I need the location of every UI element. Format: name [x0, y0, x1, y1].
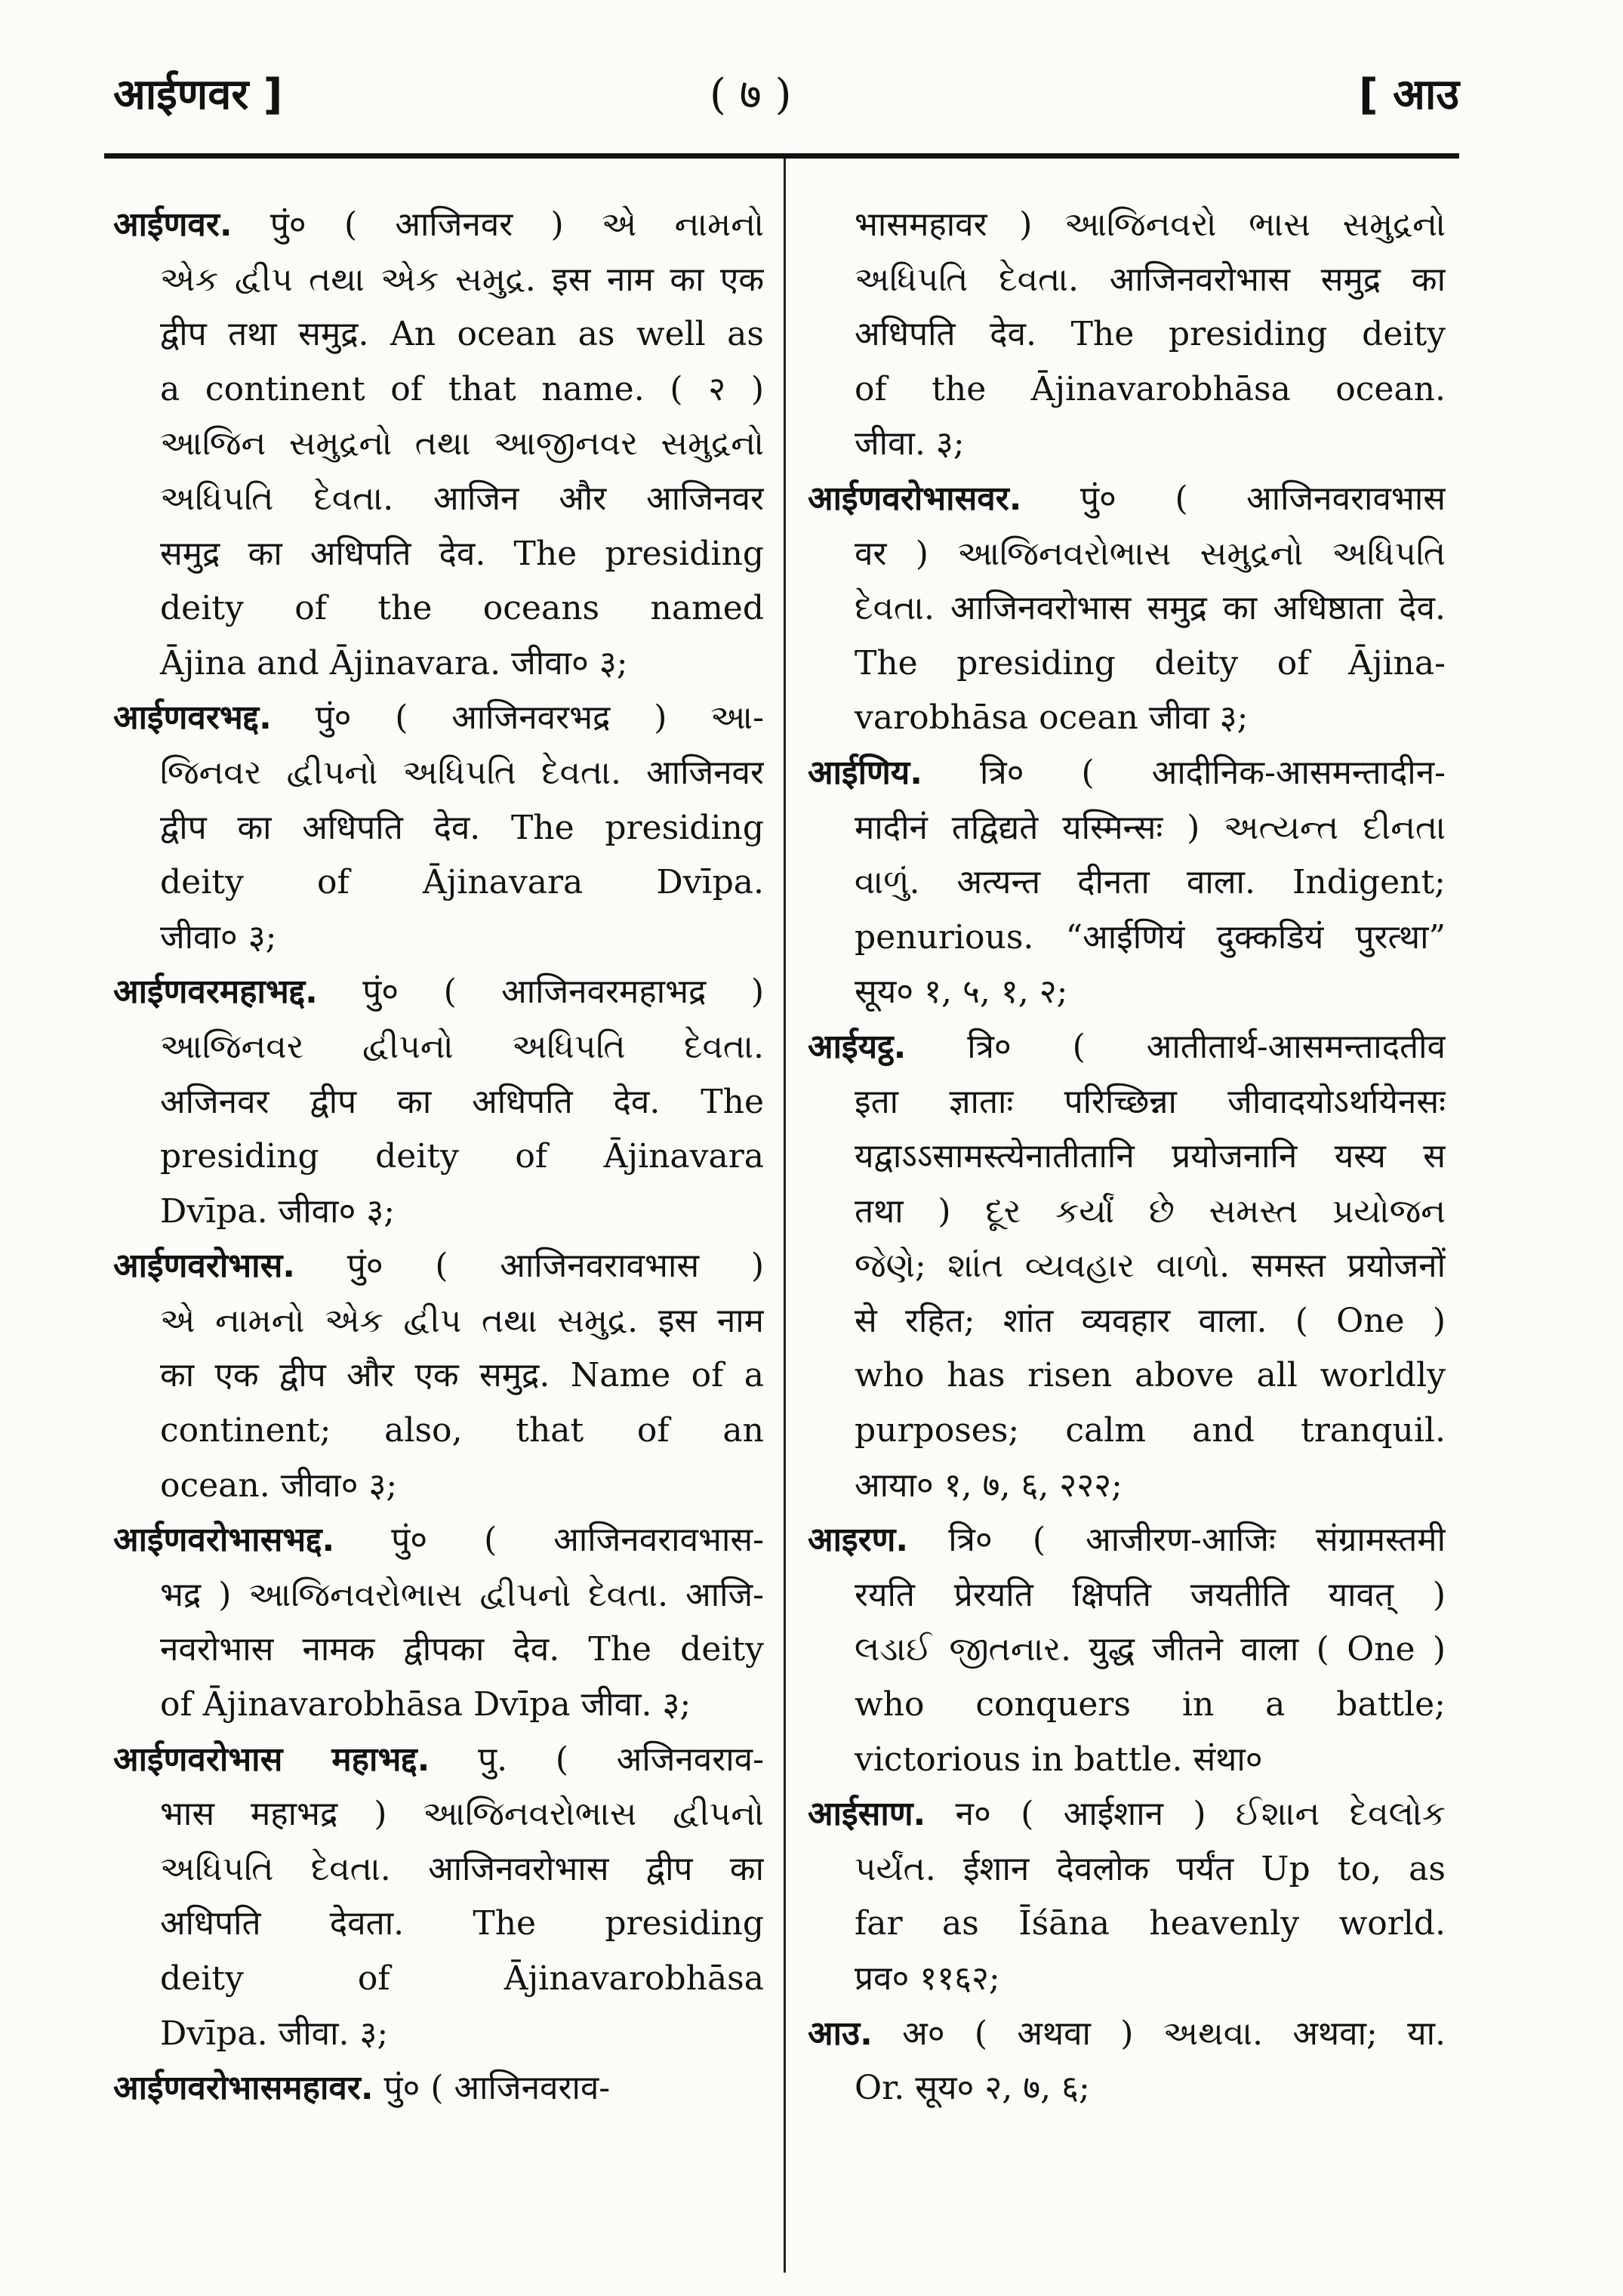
- headword: आईणवर.: [113, 205, 233, 244]
- dictionary-entry: [113, 965, 764, 1239]
- entry-line: deity of Ājinavara Dvīpa.: [160, 863, 764, 902]
- headword: आउ.: [808, 2014, 873, 2053]
- entry-first-line: [808, 746, 1446, 801]
- entry-line: जीवा. ३;: [855, 424, 965, 464]
- dictionary-entry: [113, 1513, 764, 1732]
- entry-first-line: [808, 472, 1446, 527]
- entry-line: deity of Ājinavarobhāsa: [160, 1959, 764, 1998]
- entry-line: मादीनं तद्विद्यते यस्मिन्सः ) અત્યન્ત દીનતા: [855, 808, 1446, 847]
- entry-first-line: [113, 965, 764, 1020]
- entry-line: आया० १, ७, ६, २२२;: [855, 1465, 1123, 1505]
- headword: आइरण.: [808, 1521, 909, 1560]
- entry-line: वर ) આજિનવરોભાસ સમુદ્રનો અધિપતિ: [855, 534, 1446, 573]
- running-head-left: आईणवर ]: [113, 70, 283, 119]
- entry-grammar: पुं० ( आजिनवरावभास ): [295, 1247, 764, 1286]
- entry-line: जीवा० ३;: [160, 917, 277, 957]
- entry-line: far as Īśāna heavenly world.: [855, 1904, 1446, 1943]
- entry-line: varobhāsa ocean जीवा ३;: [855, 698, 1249, 738]
- headword: आईणवरोभास.: [113, 1247, 296, 1286]
- entry-line: who has risen above all worldly: [855, 1356, 1446, 1395]
- headword: आईणवरभद्द.: [113, 698, 272, 738]
- entry-line: આજિન સમુદ્રનો તથા આજીનવર સમુદ્રનો: [160, 424, 764, 464]
- entry-grammar: पुं० ( आजिनवरमहाभद्र ): [317, 972, 764, 1012]
- dictionary-entry: [113, 1239, 764, 1513]
- entry-line: द्वीप का अधिपति देव. The presiding: [160, 808, 764, 847]
- entry-grammar: पुं० ( आजिनवराव-: [373, 2069, 611, 2108]
- dictionary-entry: [808, 746, 1446, 1020]
- entry-first-line: [113, 2061, 764, 2116]
- entry-line: प्रव० ११६२;: [855, 1959, 1000, 1998]
- entry-first-line: [113, 1733, 764, 1788]
- dictionary-entry: [113, 691, 764, 965]
- entry-line: જેણે; શાંત વ્યવહાર વાળો. समस्त प्रयोजनों: [855, 1247, 1446, 1286]
- entry-line: रयति प्रेरयति क्षिपति जयतीति यावत् ): [855, 1575, 1446, 1614]
- entry-grammar: पुं० ( आजिनवर ) એ નામનો: [232, 205, 764, 244]
- headword: आईणवरोभासवर.: [808, 479, 1022, 518]
- headword: आईणवरोभास महाभद्द.: [113, 1740, 430, 1779]
- running-head-right: [ आउ: [1359, 70, 1460, 119]
- entry-grammar: न० ( आईशान ) ઈશાન દેવલોક: [925, 1795, 1446, 1834]
- dictionary-entry: [808, 1513, 1446, 1787]
- entry-line: तथा ) દૂર કર્યાં છે સમસ્ત પ્રયોજન: [855, 1191, 1446, 1231]
- headword: आईसाण.: [808, 1795, 926, 1834]
- entry-line: અધિપતિ દેવતા. आजिनवरोभास द्वीप का: [160, 1849, 764, 1888]
- entry-first-line: [113, 1513, 764, 1568]
- entry-line: of Ājinavarobhāsa Dvīpa जीवा. ३;: [160, 1685, 691, 1724]
- header-rule: [104, 153, 1459, 159]
- entry-first-line: [808, 1513, 1446, 1568]
- right-column: [808, 198, 1446, 2116]
- entry-line: એક દ્વીપ તથા એક સમુદ્ર. इस नाम का एक: [160, 260, 764, 299]
- dictionary-entry: [808, 2007, 1446, 2116]
- dictionary-entry: [113, 198, 764, 691]
- entry-line: વાળું. अत्यन्त दीनता वाला. Indigent;: [855, 863, 1446, 902]
- entry-grammar: त्रि० ( आदीनिक-आसमन्तादीन-: [922, 753, 1446, 792]
- entry-line: यद्वाऽऽसामस्त्येनातीतानि प्रयोजनानि यस्य स: [855, 1137, 1446, 1176]
- entry-line: of the Ājinavarobhāsa ocean.: [855, 369, 1446, 408]
- left-column: [113, 198, 764, 2116]
- dictionary-entry: [808, 472, 1446, 746]
- entry-line: ocean. जीवा० ३;: [160, 1465, 398, 1505]
- entry-grammar: पुं० ( आजिनवरावभास-: [334, 1521, 764, 1560]
- entry-line: Dvīpa. जीवा. ३;: [160, 2014, 389, 2053]
- entry-line: भद्र ) આજિનવરોભાસ દ્વીપનો દેવતા. आजि-: [160, 1575, 764, 1614]
- entry-line: જિનવર દ્વીપનો અધિપતિ દેવતા. आजिनवर: [160, 753, 764, 792]
- headword: आईणवरोभासमहावर.: [113, 2069, 374, 2108]
- entry-first-line: [113, 691, 764, 746]
- entry-grammar: त्रि० ( आजीरण-आजिः संग्रामस्तमी: [908, 1521, 1446, 1560]
- entry-line: अजिनवर द्वीप का अधिपति देव. The: [160, 1082, 764, 1121]
- entry-line: presiding deity of Ājinavara: [160, 1137, 764, 1176]
- entry-line: से रहित; शांत व्यवहार वाला. ( One ): [855, 1301, 1446, 1340]
- dictionary-entry: [808, 1020, 1446, 1513]
- entry-line: सूय० १, ५, १, २;: [855, 972, 1068, 1012]
- entry-line: भासमहावर ) આજિનવરો ભાસ સમુદ્રનો: [855, 205, 1446, 244]
- entry-line: नवरोभास नामक द्वीपका देव. The deity: [160, 1630, 764, 1669]
- entry-first-line: [808, 2007, 1446, 2062]
- entry-line: who conquers in a battle;: [855, 1685, 1446, 1724]
- entry-line: deity of the oceans named: [160, 589, 764, 628]
- entry-first-line: [808, 1020, 1446, 1075]
- entry-first-line: [113, 1239, 764, 1294]
- entry-line: द्वीप तथा समुद्र. An ocean as well as: [160, 315, 764, 354]
- dictionary-entry: [113, 2061, 764, 2116]
- entry-line: Or. सूय० २, ७, ६;: [855, 2069, 1090, 2108]
- entry-line: का एक द्वीप और एक समुद्र. Name of a: [160, 1356, 764, 1395]
- entry-grammar: पुं० ( आजिनवरावभास: [1021, 479, 1446, 518]
- entry-grammar: पुं० ( आजिनवरभद्र ) આ-: [271, 698, 764, 738]
- entry-line: એ નામનો એક દ્વીપ તથા સમુદ્ર. इस नाम: [160, 1301, 764, 1340]
- entry-line: अधिपति देवता. The presiding: [160, 1904, 764, 1943]
- entry-line: અધિપતિ દેવતા. आजिनवरोभास समुद्र का: [855, 260, 1446, 299]
- entry-grammar: पु. ( अजिनवराव-: [430, 1740, 764, 1779]
- entry-line: દેવતા. आजिनवरोभास समुद्र का अधिष्ठाता देव.: [855, 589, 1446, 628]
- entry-line: a continent of that name. ( २ ): [160, 369, 764, 408]
- entry-line: Dvīpa. जीवा० ३;: [160, 1191, 396, 1231]
- entry-line: continent; also, that of an: [160, 1411, 764, 1450]
- entry-grammar: त्रि० ( आतीतार्थ-आसमन्तादतीव: [906, 1027, 1446, 1066]
- entry-line: Ājina and Ājinavara. जीवा० ३;: [160, 643, 628, 683]
- page-number: ( ७ ): [710, 70, 792, 119]
- entry-line: victorious in battle. संथा०: [855, 1740, 1263, 1779]
- entry-line: The presiding deity of Ājina-: [855, 643, 1446, 683]
- entry-grammar: अ० ( अथवा ) અથવા. अथवा; या.: [872, 2014, 1446, 2053]
- entry-line: भास महाभद्र ) આજિનવરોભાસ દ્વીપનો: [160, 1795, 764, 1834]
- column-divider: [784, 159, 786, 2273]
- entry-first-line: [113, 198, 764, 253]
- dictionary-entry: [808, 1787, 1446, 2006]
- headword: आईणिय.: [808, 753, 923, 792]
- headword: आईणवरमहाभद्द.: [113, 972, 318, 1012]
- entry-line: અધિપતિ દેવતા. आजिन और आजिनवर: [160, 479, 764, 518]
- entry-line: अधिपति देव. The presiding deity: [855, 315, 1446, 354]
- entry-line: purposes; calm and tranquil.: [855, 1411, 1446, 1450]
- entry-line: penurious. “आईणियं दुक्कडियं पुरत्था”: [855, 917, 1446, 957]
- entry-line: લડાઈ જીતનાર. युद्ध जीतने वाला ( One ): [855, 1630, 1446, 1669]
- headword: आईयट्ठ.: [808, 1027, 907, 1066]
- entry-line: समुद्र का अधिपति देव. The presiding: [160, 534, 764, 573]
- entry-line: આજિનવર દ્વીપનો અધિપતિ દેવતા.: [160, 1027, 764, 1066]
- dictionary-entry: [113, 1733, 764, 2062]
- entry-first-line: [808, 1787, 1446, 1842]
- headword: आईणवरोभासभद्द.: [113, 1521, 335, 1560]
- entry-line: इता ज्ञाताः परिच्छिन्ना जीवादयोऽर्थायेनसः: [855, 1082, 1446, 1121]
- entry-line: પર્યંત. ईशान देवलोक पर्यंत Up to, as: [855, 1849, 1446, 1888]
